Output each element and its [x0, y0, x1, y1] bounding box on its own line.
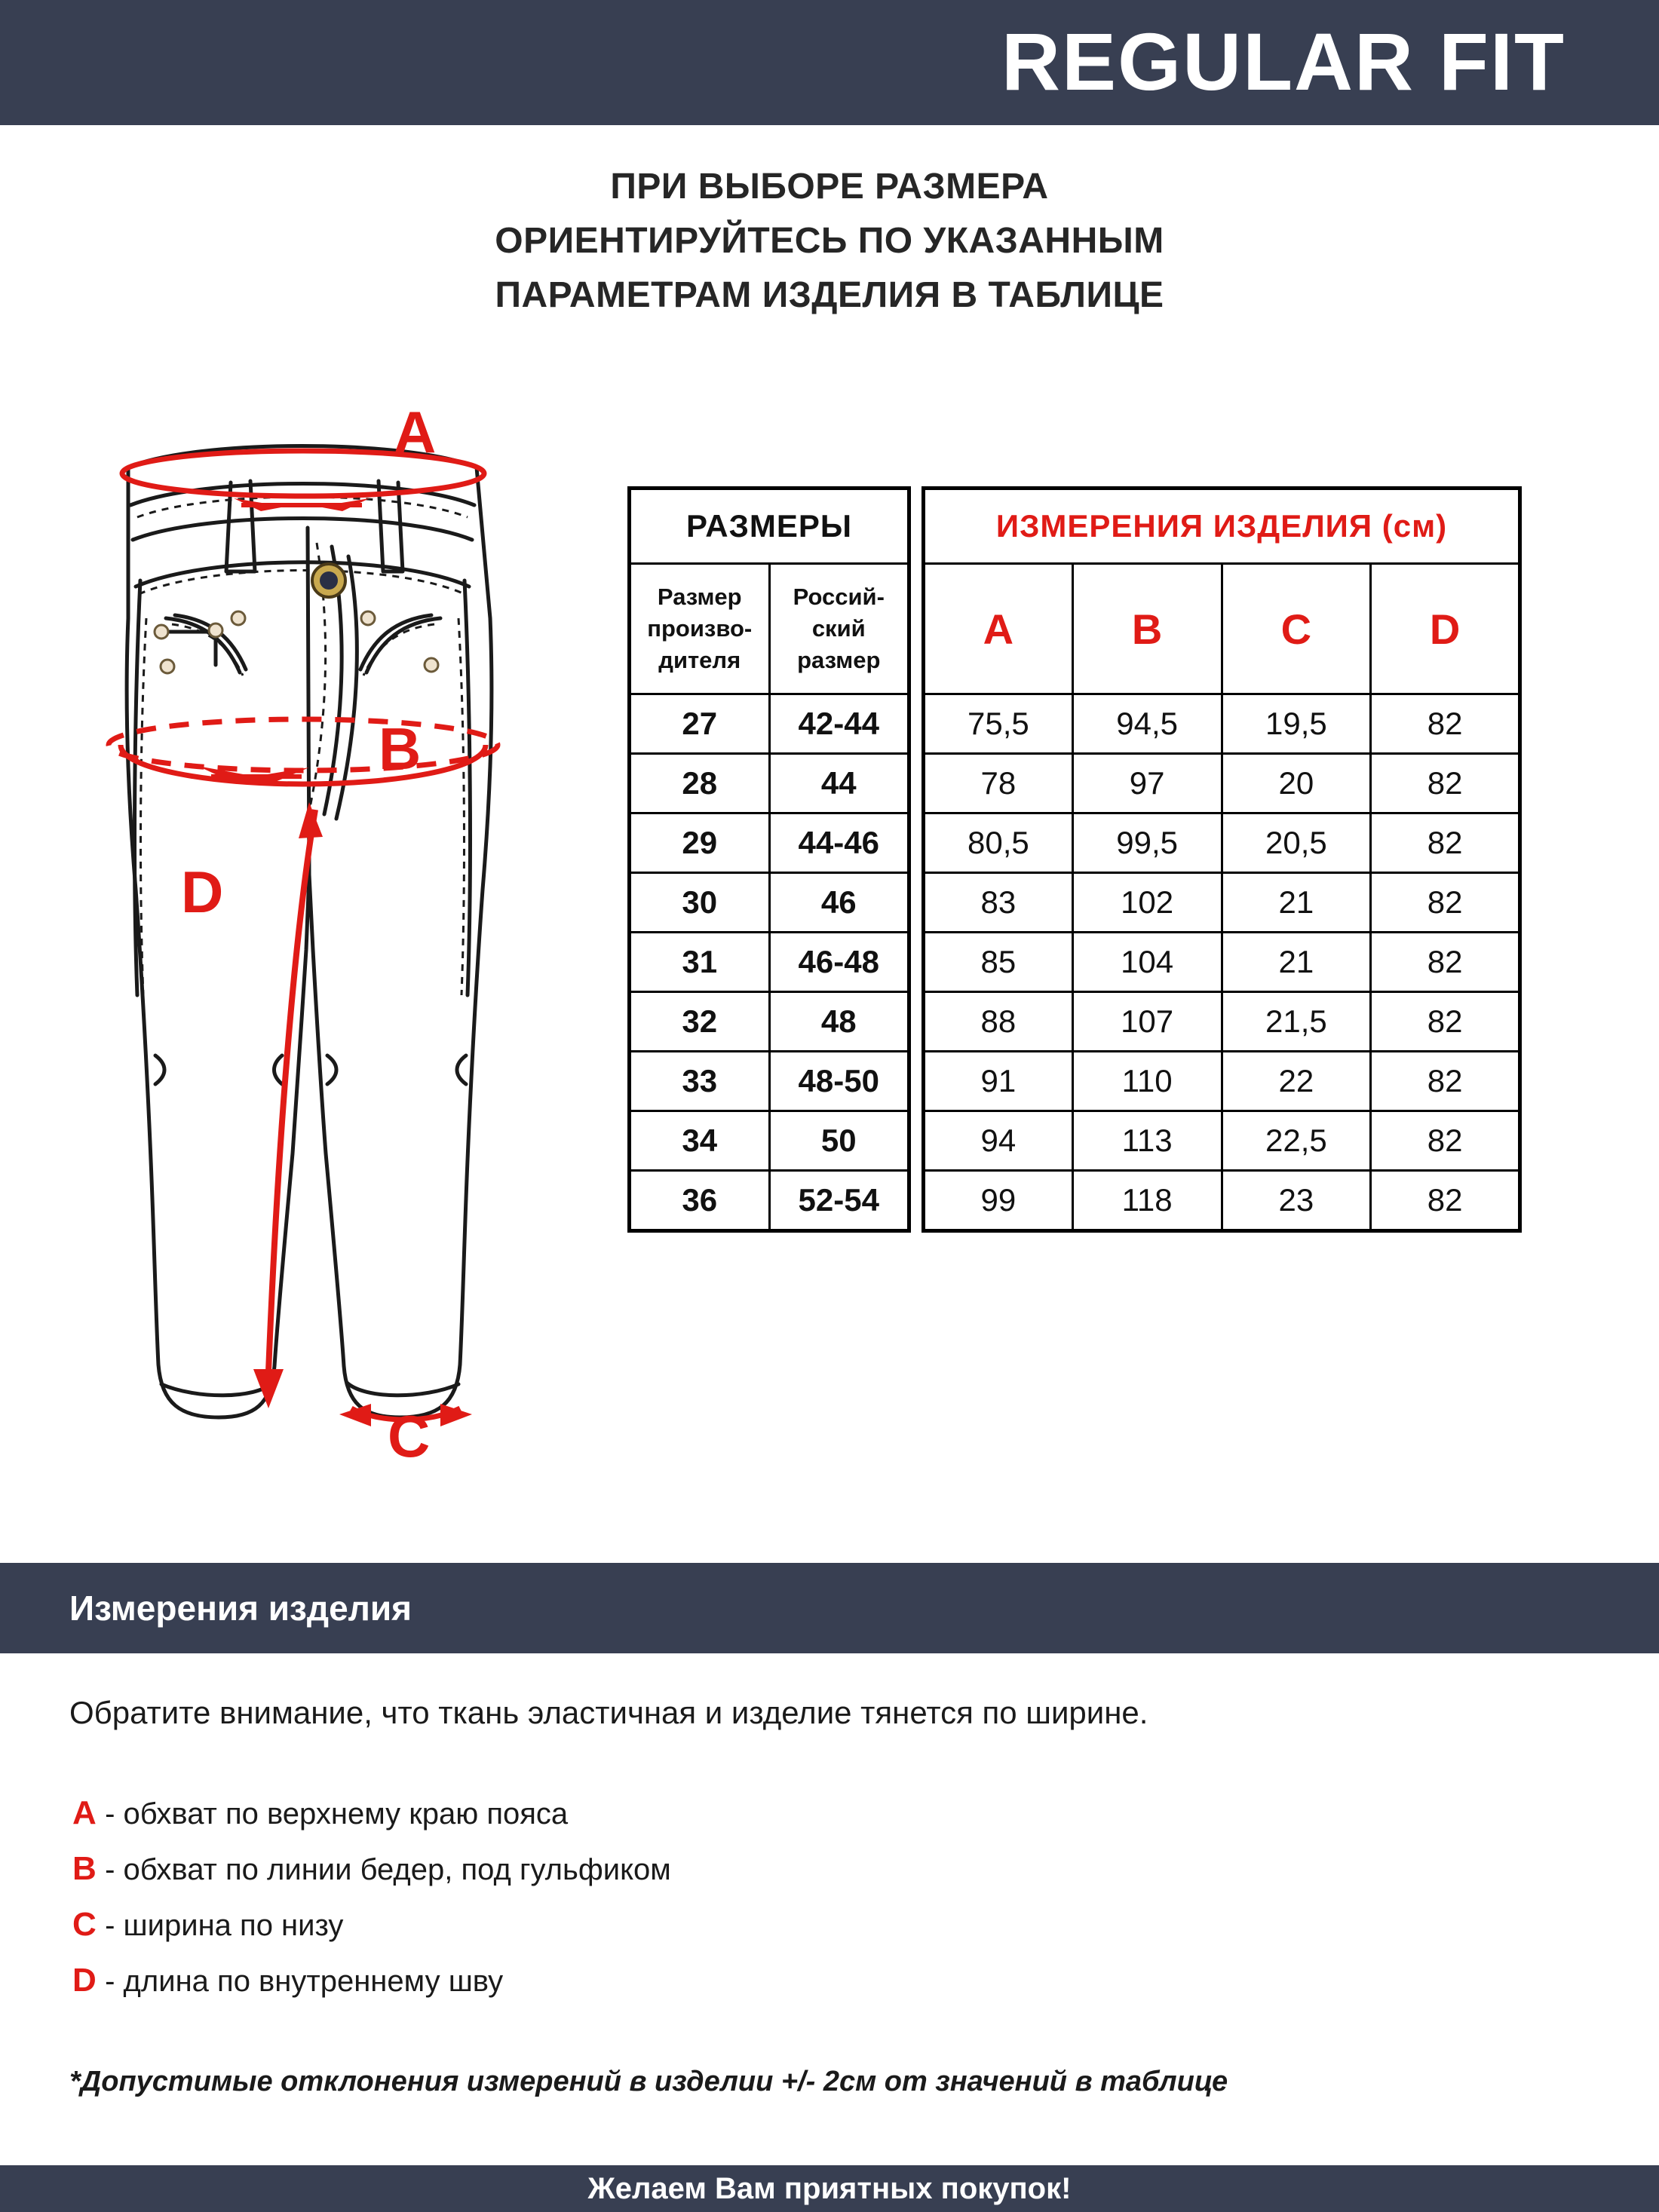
cell-russian-size: 48	[769, 992, 909, 1052]
table-row	[630, 992, 909, 1052]
table-row	[630, 813, 909, 873]
cell-measure-b: 104	[1072, 933, 1222, 992]
cell-russian-size: 44-46	[769, 813, 909, 873]
table-row	[630, 754, 909, 813]
cell-measure-c: 21	[1222, 933, 1371, 992]
legend-text: - ширина по низу	[105, 1909, 344, 1942]
cell-measure-d: 82	[1371, 1171, 1520, 1231]
cell-manufacturer-size: 32	[630, 992, 770, 1052]
table-header-row	[924, 489, 1520, 564]
legend-letter: C	[72, 1906, 97, 1943]
cell-measure-b: 113	[1072, 1111, 1222, 1171]
table-row	[924, 813, 1520, 873]
cell-manufacturer-size: 27	[630, 694, 770, 754]
col-b-header: B	[1072, 564, 1222, 694]
table-row	[630, 1111, 909, 1171]
legend-item	[72, 1785, 671, 1841]
cell-measure-c: 19,5	[1222, 694, 1371, 754]
elastic-fabric-note: Обратите внимание, что ткань эластичная и изделие тянется по ширине.	[69, 1695, 1148, 1730]
cell-measure-a: 91	[924, 1052, 1073, 1111]
subtitle-line-3: ПАРАМЕТРАМ ИЗДЕЛИЯ В ТАБЛИЦЕ	[495, 275, 1164, 315]
cell-measure-c: 23	[1222, 1171, 1371, 1231]
legend-text: - обхват по верхнему краю пояса	[105, 1797, 569, 1831]
jeans-illustration	[83, 392, 550, 1463]
legend-item	[72, 1897, 671, 1953]
sizes-group-header: РАЗМЕРЫ	[630, 489, 909, 564]
cell-manufacturer-size: 28	[630, 754, 770, 813]
subtitle-line-2: ОРИЕНТИРУЙТЕСЬ ПО УКАЗАННЫМ	[495, 221, 1164, 261]
cell-manufacturer-size: 31	[630, 933, 770, 992]
cell-manufacturer-size: 33	[630, 1052, 770, 1111]
legend-item	[72, 1841, 671, 1897]
table-row	[924, 1171, 1520, 1231]
cell-measure-a: 94	[924, 1111, 1073, 1171]
cell-russian-size: 44	[769, 754, 909, 813]
col-manufacturer-line3: дителя	[658, 647, 741, 673]
col-russian-line1: Россий-	[793, 584, 885, 610]
legend-letter: D	[72, 1962, 97, 1999]
cell-measure-a: 85	[924, 933, 1073, 992]
col-c-header: C	[1222, 564, 1371, 694]
cell-measure-b: 94,5	[1072, 694, 1222, 754]
tolerance-footnote: *Допустимые отклонения измерений в изделии +/- 2см от значений в таблице	[69, 2066, 1228, 2097]
table-header-row	[630, 489, 909, 564]
cell-measure-d: 82	[1371, 1111, 1520, 1171]
cell-russian-size: 52-54	[769, 1171, 909, 1231]
cell-russian-size: 46	[769, 873, 909, 933]
cell-measure-c: 21	[1222, 873, 1371, 933]
table-row	[630, 933, 909, 992]
col-a-header: A	[924, 564, 1073, 694]
cell-measure-d: 82	[1371, 873, 1520, 933]
table-row	[924, 1111, 1520, 1171]
legend-item	[72, 1953, 671, 2008]
cell-measure-b: 99,5	[1072, 813, 1222, 873]
cell-russian-size: 42-44	[769, 694, 909, 754]
illustration-label-d: D	[181, 859, 224, 925]
table-row	[924, 873, 1520, 933]
cell-measure-b: 107	[1072, 992, 1222, 1052]
col-manufacturer-line2: произво-	[647, 615, 753, 642]
table-row	[630, 1171, 909, 1231]
cell-russian-size: 48-50	[769, 1052, 909, 1111]
measurements-table	[921, 486, 1522, 1233]
cell-manufacturer-size: 36	[630, 1171, 770, 1231]
table-row	[924, 754, 1520, 813]
sizes-table-block	[627, 486, 911, 1233]
table-row	[630, 694, 909, 754]
cell-manufacturer-size: 30	[630, 873, 770, 933]
cell-manufacturer-size: 34	[630, 1111, 770, 1171]
cell-measure-c: 21,5	[1222, 992, 1371, 1052]
table-row	[630, 1052, 909, 1111]
legend-text: - обхват по линии бедер, под гульфиком	[105, 1853, 671, 1886]
table-row	[924, 694, 1520, 754]
illustration-label-a: A	[394, 399, 437, 465]
cell-measure-c: 20,5	[1222, 813, 1371, 873]
cell-measure-d: 82	[1371, 1052, 1520, 1111]
table-row	[924, 1052, 1520, 1111]
legend-text: - длина по внутреннему шву	[105, 1965, 504, 1998]
page-title: REGULAR FIT	[1001, 16, 1565, 107]
measurements-group-header: ИЗМЕРЕНИЯ ИЗДЕЛИЯ (см)	[924, 489, 1520, 564]
table-subheader-row	[630, 564, 909, 694]
cell-measure-a: 78	[924, 754, 1073, 813]
sizes-table	[627, 486, 911, 1233]
cell-measure-a: 80,5	[924, 813, 1073, 873]
cell-measure-c: 20	[1222, 754, 1371, 813]
table-row	[924, 933, 1520, 992]
subtitle-block	[0, 160, 1659, 323]
cell-measure-a: 83	[924, 873, 1073, 933]
cell-russian-size: 50	[769, 1111, 909, 1171]
section-title: Измерения изделия	[69, 1589, 412, 1628]
cell-measure-a: 99	[924, 1171, 1073, 1231]
cell-measure-b: 110	[1072, 1052, 1222, 1111]
measurement-legend	[72, 1785, 671, 2008]
cell-manufacturer-size: 29	[630, 813, 770, 873]
col-manufacturer-size	[630, 564, 770, 694]
col-russian-size	[769, 564, 909, 694]
cell-measure-c: 22,5	[1222, 1111, 1371, 1171]
table-subheader-row	[924, 564, 1520, 694]
col-russian-line3: размер	[797, 647, 881, 673]
cell-measure-a: 88	[924, 992, 1073, 1052]
col-d-header: D	[1371, 564, 1520, 694]
illustration-label-c: C	[388, 1403, 431, 1463]
col-russian-line2: ский	[811, 615, 866, 642]
cell-measure-b: 102	[1072, 873, 1222, 933]
cell-measure-a: 75,5	[924, 694, 1073, 754]
col-manufacturer-line1: Размер	[657, 584, 742, 610]
cell-measure-b: 97	[1072, 754, 1222, 813]
footer-text: Желаем Вам приятных покупок!	[587, 2172, 1072, 2205]
cell-measure-b: 118	[1072, 1171, 1222, 1231]
cell-measure-d: 82	[1371, 933, 1520, 992]
table-row	[630, 873, 909, 933]
illustration-label-b: B	[379, 715, 422, 782]
cell-measure-d: 82	[1371, 813, 1520, 873]
measurements-table-block	[921, 486, 1522, 1233]
cell-measure-c: 22	[1222, 1052, 1371, 1111]
subtitle-line-1: ПРИ ВЫБОРЕ РАЗМЕРА	[610, 167, 1049, 207]
table-row	[924, 992, 1520, 1052]
cell-russian-size: 46-48	[769, 933, 909, 992]
cell-measure-d: 82	[1371, 754, 1520, 813]
legend-letter: A	[72, 1794, 97, 1831]
legend-letter: B	[72, 1850, 97, 1887]
cell-measure-d: 82	[1371, 992, 1520, 1052]
cell-measure-d: 82	[1371, 694, 1520, 754]
